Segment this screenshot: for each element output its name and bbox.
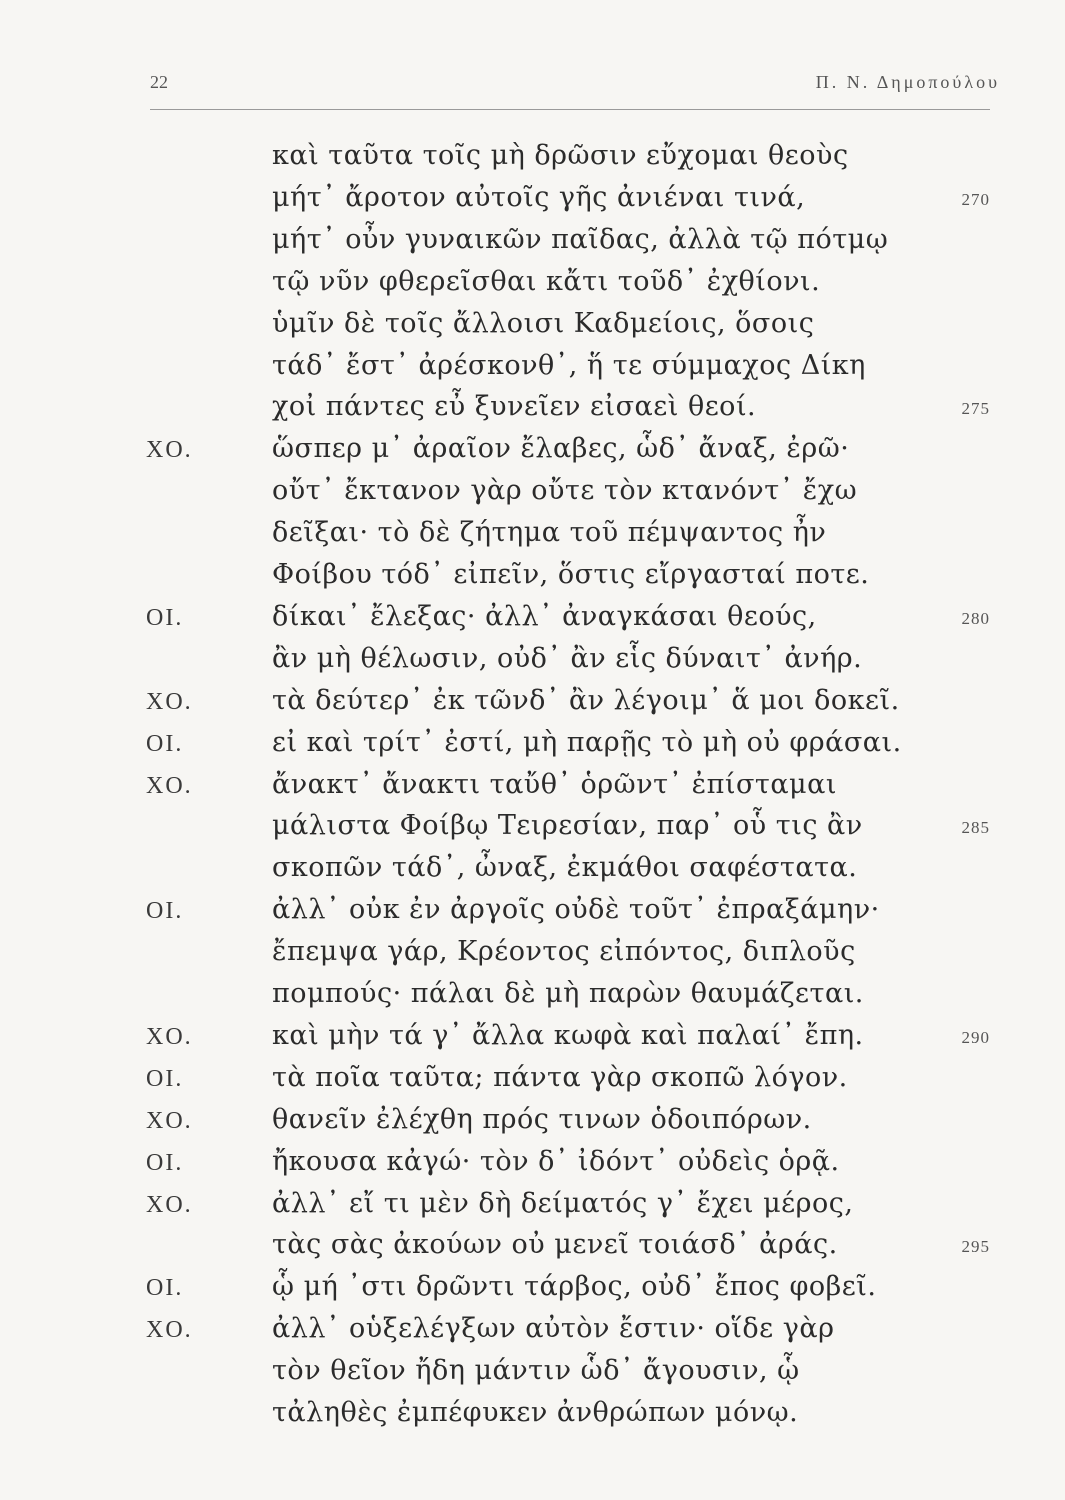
verse-text-line: δίκαι᾽ ἔλεξας· ἀλλ᾽ ἀναγκάσαι θεούς, — [272, 600, 817, 632]
verse-text-line: μήτ᾽ ἄροτον αὐτοῖς γῆς ἀνιέναι τινά, — [272, 181, 806, 213]
speaker-label: ΧΟ. — [146, 1023, 193, 1050]
speaker-label: ΟΙ. — [146, 604, 184, 631]
verse-text-line: πομπούς· πάλαι δὲ μὴ παρὼν θαυμάζεται. — [272, 978, 864, 1009]
verse-text-line: ἂν μὴ θέλωσιν, οὐδ᾽ ἂν εἷς δύναιτ᾽ ἀνήρ. — [272, 642, 863, 674]
verse-line — [0, 182, 1065, 226]
line-number: 280 — [961, 608, 990, 628]
verse-line — [0, 266, 1065, 310]
verse-line — [0, 769, 1065, 813]
verse-text-line: ἔπεμψα γάρ, Κρέοντος εἰπόντος, διπλοῦς — [272, 936, 856, 968]
verse-text-line: μήτ᾽ οὖν γυναικῶν παῖδας, ἀλλὰ τῷ πότμῳ — [272, 223, 889, 255]
verse-line — [0, 1271, 1065, 1315]
verse-text-line: τὰς σὰς ἀκούων οὐ μενεῖ τοιάσδ᾽ ἀράς. — [272, 1229, 838, 1261]
verse-line — [0, 1355, 1065, 1399]
verse-line — [0, 308, 1065, 352]
verse-text-line: ᾧ μή ᾽στι δρῶντι τάρβος, οὐδ᾽ ἔπος φοβεῖ. — [272, 1271, 877, 1303]
verse-line — [0, 1313, 1065, 1357]
line-number: 295 — [961, 1237, 990, 1257]
speaker-label: ΧΟ. — [146, 437, 193, 464]
speaker-label: ΧΟ. — [146, 1317, 193, 1344]
speaker-label: ΟΙ. — [146, 1149, 184, 1176]
line-number: 270 — [961, 189, 990, 209]
verse-line — [0, 391, 1065, 435]
verse-text-line: τάδ᾽ ἔστ᾽ ἀρέσκονθ᾽, ἥ τε σύμμαχος Δίκη — [272, 349, 866, 381]
verse-text-line: καὶ ταῦτα τοῖς μὴ δρῶσιν εὔχομαι θεοὺς — [272, 140, 849, 171]
verse-line — [0, 1188, 1065, 1232]
verse-line — [0, 224, 1065, 268]
verse-text-line: ἤκουσα κἀγώ· τὸν δ᾽ ἰδόντ᾽ οὐδεὶς ὁρᾷ. — [272, 1145, 840, 1177]
verse-text-line: ἀλλ᾽ οὐκ ἐν ἀργοῖς οὐδὲ τοῦτ᾽ ἐπραξάμην· — [272, 894, 880, 926]
verse-text-line: τὸν θεῖον ἤδη μάντιν ὧδ᾽ ἄγουσιν, ᾧ — [272, 1355, 800, 1387]
speaker-label: ΟΙ. — [146, 898, 184, 925]
speaker-label: ΟΙ. — [146, 730, 184, 757]
verse-text-line: σκοπῶν τάδ᾽, ὦναξ, ἐκμάθοι σαφέστατα. — [272, 852, 858, 884]
speaker-label: ΧΟ. — [146, 1191, 193, 1218]
verse-text-line: θανεῖν ἐλέχθη πρός τινων ὁδοιπόρων. — [272, 1103, 812, 1135]
verse-text-line: ὑμῖν δὲ τοῖς ἄλλοισι Καδμείοις, ὅσοις — [272, 307, 815, 339]
line-number: 285 — [961, 818, 990, 838]
verse-text-line: ἀλλ᾽ οὑξελέγξων αὐτὸν ἔστιν· οἵδε γὰρ — [272, 1313, 835, 1345]
speaker-label: ΧΟ. — [146, 1107, 193, 1134]
verse-text-line: ἄνακτ᾽ ἄνακτι ταὔθ᾽ ὁρῶντ᾽ ἐπίσταμαι — [272, 768, 837, 800]
line-number: 290 — [961, 1027, 990, 1047]
verse-line — [0, 685, 1065, 729]
speaker-label: ΧΟ. — [146, 688, 193, 715]
verse-text-line: καὶ μὴν τά γ᾽ ἄλλα κωφὰ καὶ παλαί᾽ ἔπη. — [272, 1019, 864, 1051]
line-number: 275 — [961, 399, 990, 419]
verse-line — [0, 978, 1065, 1022]
verse-line — [0, 810, 1065, 854]
verse-line — [0, 1020, 1065, 1064]
verse-line — [0, 350, 1065, 394]
verse-line — [0, 1062, 1065, 1106]
running-header — [150, 72, 1000, 104]
verse-text-line: τῷ νῦν φθερεῖσθαι κἄτι τοῦδ᾽ ἐχθίονι. — [272, 265, 821, 297]
speaker-label: ΟΙ. — [146, 1065, 184, 1092]
running-title: Π. Ν. Δημοπούλου — [815, 72, 1000, 92]
verse-text-line: ἀλλ᾽ εἴ τι μὲν δὴ δείματός γ᾽ ἔχει μέρος, — [272, 1187, 854, 1219]
verse-text-line: χοἰ πάντες εὖ ξυνεῖεν εἰσαεὶ θεοί. — [272, 391, 757, 423]
verse-line — [0, 559, 1065, 603]
verse-line — [0, 517, 1065, 561]
verse-text-line: τὰ ποῖα ταῦτα; πάντα γὰρ σκοπῶ λόγον. — [272, 1061, 848, 1093]
verse-text-line: δεῖξαι· τὸ δὲ ζήτημα τοῦ πέμψαντος ἦν — [272, 517, 827, 549]
verse-line — [0, 1397, 1065, 1441]
verse-text-line: τὰ δεύτερ᾽ ἐκ τῶνδ᾽ ἂν λέγοιμ᾽ ἅ μοι δοκεῖ. — [272, 684, 900, 716]
verse-text-line: μάλιστα Φοίβῳ Τειρεσίαν, παρ᾽ οὗ τις ἂν — [272, 810, 863, 842]
verse-line — [0, 894, 1065, 938]
verse-line — [0, 433, 1065, 477]
verse-text-line: ὥσπερ μ᾽ ἀραῖον ἔλαβες, ὧδ᾽ ἄναξ, ἐρῶ· — [272, 433, 850, 465]
speaker-label: ΧΟ. — [146, 772, 193, 799]
verse-line — [0, 643, 1065, 687]
verse-text-line: εἰ καὶ τρίτ᾽ ἐστί, μὴ παρῇς τὸ μὴ οὐ φράσαι. — [272, 726, 902, 758]
verse-line — [0, 852, 1065, 896]
verse-line — [0, 601, 1065, 645]
verse-text-line: οὔτ᾽ ἔκτανον γὰρ οὔτε τὸν κτανόντ᾽ ἔχω — [272, 475, 858, 507]
verse-line — [0, 1229, 1065, 1273]
verse-line — [0, 475, 1065, 519]
verse-line — [0, 1146, 1065, 1190]
verse-text-line: τἀληθὲς ἐμπέφυκεν ἀνθρώπων μόνῳ. — [272, 1397, 799, 1428]
speaker-label: ΟΙ. — [146, 1275, 184, 1302]
verse-line — [0, 727, 1065, 771]
header-rule — [150, 109, 990, 110]
verse-text-line: Φοίβου τόδ᾽ εἰπεῖν, ὅστις εἴργασταί ποτε. — [272, 559, 870, 590]
verse-line — [0, 1104, 1065, 1148]
page-number: 22 — [150, 72, 168, 92]
verse-line — [0, 936, 1065, 980]
verse-line — [0, 140, 1065, 184]
